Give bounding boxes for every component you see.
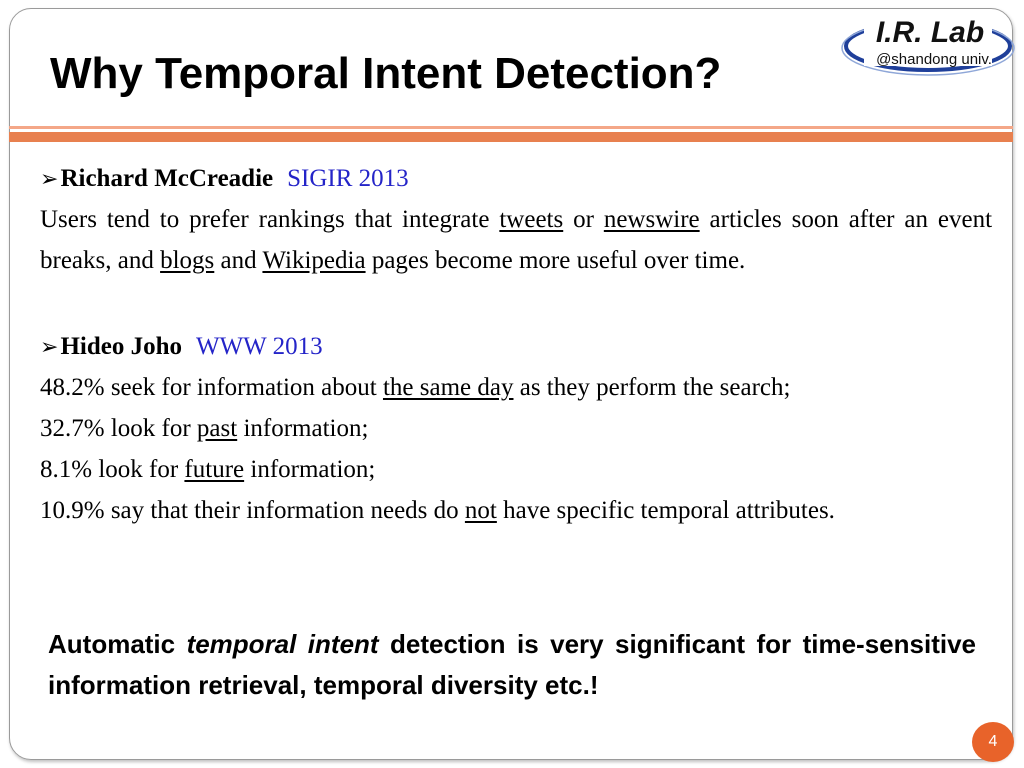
section-joho	[40, 326, 992, 531]
section-heading	[40, 326, 992, 367]
statistic-line: 32.7% look for past information;	[40, 415, 369, 442]
underlined-term: past	[196, 415, 238, 442]
slide-title: Why Temporal Intent Detection?	[50, 49, 722, 98]
title-rule-thin	[9, 126, 1013, 129]
underlined-term: tweets	[499, 206, 564, 233]
underlined-term: blogs	[160, 247, 215, 274]
statistic-line: 48.2% seek for information about the same day as they perform the search;	[40, 374, 791, 401]
author-name: Richard McCreadie	[60, 165, 274, 192]
logo-subtitle: @shandong univ.	[876, 51, 992, 68]
statistic-line: 8.1% look for future information;	[40, 456, 376, 483]
bullet-arrow-icon: ➢	[40, 334, 59, 359]
underlined-term: Wikipedia	[262, 247, 366, 274]
underlined-term: newswire	[603, 206, 700, 233]
title-rule-thick	[9, 132, 1013, 142]
logo-name: I.R. Lab	[875, 16, 985, 49]
underlined-term: the same day	[382, 374, 514, 401]
venue-label: WWW 2013	[195, 333, 323, 360]
section-heading	[40, 158, 992, 199]
bullet-arrow-icon: ➢	[40, 166, 59, 191]
section-paragraph: Users tend to prefer rankings that integrate tweets or newswire articles soon after an event breaks, and blogs and Wikipedia pages become more useful over time.	[40, 206, 993, 274]
underlined-term: future	[184, 456, 245, 483]
ir-lab-logo	[838, 6, 1018, 116]
author-name: Hideo Joho	[60, 333, 182, 360]
emphasized-term: temporal intent	[186, 629, 379, 659]
venue-label: SIGIR 2013	[287, 165, 409, 192]
section-mccreadie	[40, 158, 992, 281]
statistic-line: 10.9% say that their information needs do not have specific temporal attributes.	[40, 497, 835, 524]
conclusion-statement: Automatic temporal intent detection is very significant for time-sensitive information retrieval, temporal diversity etc.!	[48, 629, 976, 700]
underlined-term: not	[464, 497, 497, 524]
page-number-badge: 4	[972, 722, 1014, 762]
